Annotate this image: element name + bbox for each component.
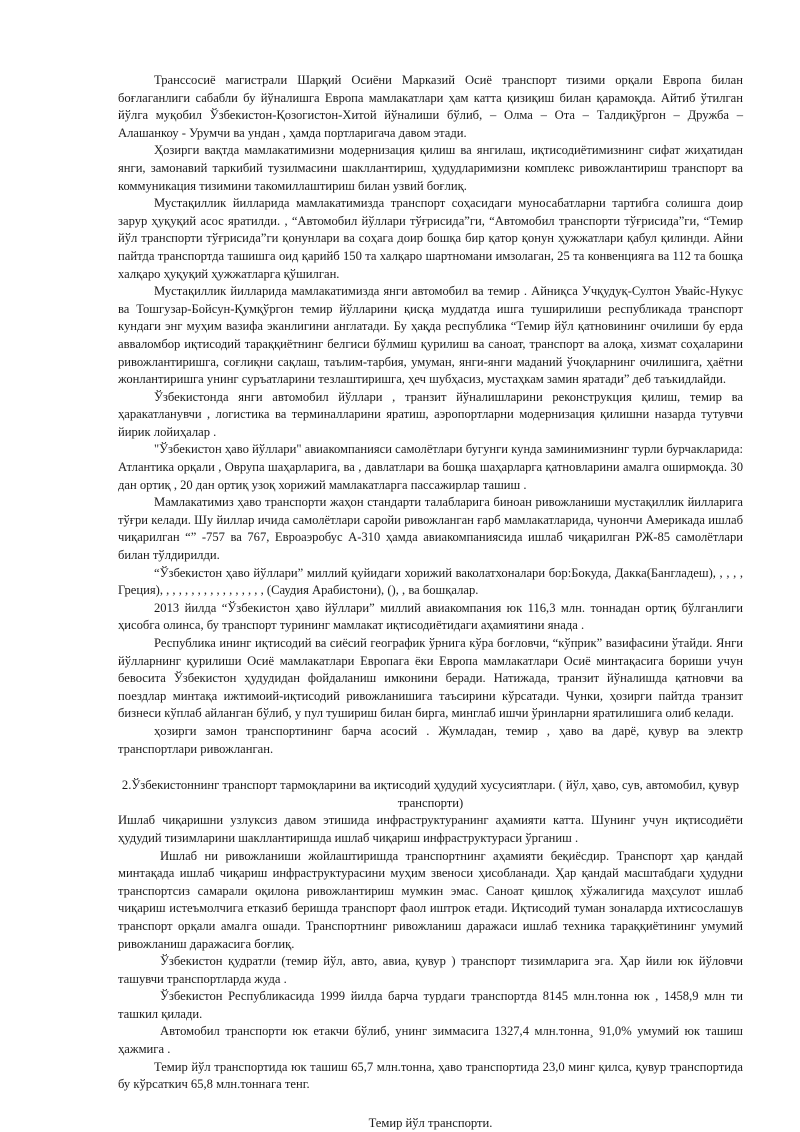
paragraph: Ишлаб чиқаришни узлуксиз давом этишида инфраструктуранинг аҳамияти катта. Шунинг учун иқтисодиёти ҳудудий тизимларини шакллантиришда ишлаб чиқариш инфраструктураси ўрганиш . <box>118 813 743 845</box>
paragraph: Мустақиллик йилларида мамлакатимизда янги автомобил ва темир . Айниқса Учқудуқ-Султон Увайс-Нукус ва Тошгузар-Бойсун-Қумқўргон темир йўлларини қисқа муддатда ишга туширилиши республикада транспорт кундаги энг муҳим вазифа эканлигини англатади. Бу ҳақда республика “Темир йўл қатновининг очилиши бу ерда авваломбор иқтисодий тараққиётнинг белгиси бўлмиш қурилиш ва саноат, транспорт ва алоқа, хизмат соҳаларини ривожлантиришга, соғлиқни сақлаш, таълим-тарбия, умуман, янги-янги маданий ўчоқларнинг очилишига, ҳаётни жонлантиришга унинг суръатларини тезлаштиришга, ҳеч шубҳасиз, мустаҳкам замин яратади” деб таъкидлайди. <box>118 284 743 387</box>
paragraph: Ҳозирги вақтда мамлакатимизни модернизация қилиш ва янгилаш, иқтисодиётимизнинг сифат жиҳатидан янги, замонавий таркибий тузилмасини шакллантириш, ҳудудларимизни комплекс ривожлантириш транспорт ва коммуникация тизимини такомиллаштириш билан узвий боғлиқ. <box>118 143 743 193</box>
paragraph: “Ўзбекистон ҳаво йўллари” миллий қуйидаги хорижий ваколатхоналари бор:Бокуда, Дакка(Бангладеш), , , , , Грeция), , , , , , , , , , , , , , , , , (Саудия Арабистони), (), , ва бошқалар. <box>118 565 743 598</box>
paragraph: 2013 йилда “Ўзбекистон ҳаво йўллари” миллий авиакомпания юк 116,3 млн. тоннадан ортиқ бўлганлиги ҳисобга олинса, бу транспорт турининг мамлакат иқтисодиётидаги аҳамиятини янада . <box>118 600 743 633</box>
paragraph: Ўзбекистон Республикасида 1999 йилда барча турдаги транспортда 8145 млн.тонна юк , 1458,9 млн ти ташкил қилади. <box>118 989 743 1021</box>
paragraph: "Ўзбекистон ҳаво йўллари" авиакомпанияси самолётлари бугунги кунда заминимизнинг турли бурчакларида: Атлантика орқали , Оврупа шаҳарларига, ва , давлатлари ва бошқа шаҳарларга қатновларини амалга оширмоқда. 30 дан ортиқ , 20 дан ортиқ узоқ хорижий мамлакатларга пассажирлар ташиш . <box>118 442 743 492</box>
document-page <box>118 72 743 1132</box>
paragraph: Мустақиллик йилларида мамлакатимизда транспорт соҳасидаги муносабатларни тартибга солишга доир зарур ҳуқуқий асос яратилди. , “Автомобил йўллари тўғрисида”ги, “Автомобил транспорти тўғрисида”ги, “Темир йўл транспорти тўғрисида”ги қонунлари ва соҳага доир бошқа бир қатор қонун ҳужжатлари қабул қилинди. Айни пайтда транспортда ташишга оид қарийб 150 та халқаро шартномани имзолаган, 25 та конвенцияга ва 112 та бошқа халқаро ҳуқуқий ҳужжатларга қўшилган. <box>118 196 743 281</box>
paragraph: Темир йўл транспортида юк ташиш 65,7 млн.тонна, ҳаво транспортида 23,0 минг қилса, қувур транспортида бу кўрсаткич 65,8 млн.тоннага тенг. <box>118 1059 743 1092</box>
paragraph: Ишлаб ни ривожланиши жойлаштиришда транспортнинг аҳамияти беқиёсдир. Транспорт ҳар қандай минтақада ишлаб чиқариш инфраструктурасини муҳим звеноси ҳисобланади. Ҳар қандай масштабдаги ҳудудни транспортсиз самарали оқилона ривожлантириш мумкин эмас. Саноат қишлоқ хўжалигида маҳсулот ишлаб чиқариш истеъмолчига етказиб беришда транспорт фаол иштрок етади. Иқтисодий туман зоналарда ихтисослашув транспорт орқали амалга ошади. Транспортнинг ривожланиш даражаси ишлаб техника тараққиётининг умумий ривожланиш даражасига боғлиқ. <box>118 848 743 951</box>
paragraph: Ўзбекистон қудратли (темир йўл, авто, авиа, қувур ) транспорт тизимларига эга. Ҳар йили юк йўловчи ташувчи транспортларда жуда . <box>118 954 743 986</box>
paragraph: Мамлакатимиз ҳаво транспорти жаҳон стандарти талабларига бинoан ривожланиши мустақиллик йилларига тўғри келади. Шу йиллар ичида самолётлари саройи ривожланган ғарб мамлакатларида, чунончи Америкада ишлаб чиқарилган “” -757 ва 767, Евроаэробус А-310 ҳамда авиакомпаниясида ишлаб чиқарилган РЖ-85 самолётлари билан тўлдирилди. <box>118 495 743 563</box>
paragraph: Республика ининг иқтисодий ва сиёсий географик ўрнига кўра боғловчи, “кўприк” вазифасини ўтайди. Янги йўлларнинг қурилиши Осиё мамлакатлари Европага ёки Европа мамлакатлари Осиё минтақасига бориши учун бевосита Ўзбекистон ҳудудидан фойдаланиш имконини беради. Натижада, транзит йўналишда қатновчи ва поездлар минтақа ижтимоий-иқтисодий ривожланишига таъсирини кўрсатади. Чунки, ҳозирги пайтда транзит бизнеси кўплаб айланган бўлиб, у пул тушириш билан бирга, минглаб ишчи ўринларни яратилишига олиб келади. <box>118 636 743 721</box>
paragraph: Транссосиё магистрали Шарқий Осиёни Марказий Осиё транспорт тизими орқали Европа билан боғлаганлиги сабабли бу йўналишга Европа мамлакатлари ҳам катта қизиқиш билан қарамоқда. Айтиб ўтилган йўлга муқобил Ўзбекистон-Қозогистон-Хитой йўналиши бўлиб, – Олма – Ота – Талдиқўргон – Дружба – Алашанкоу - Урумчи ва ундан , ҳамда портларигача давом этади. <box>118 73 743 140</box>
subsection-heading: Темир йўл транспорти. <box>368 1115 493 1130</box>
paragraph: Автомобил транспорти юк етакчи бўлиб, унинг зиммасига 1327,4 млн.тонна¸ 91,0% умумий юк ташиш ҳажмига . <box>118 1024 743 1057</box>
paragraph: ҳозирги замон транспортининг барча асосий . Жумладан, темир , ҳаво ва дарё, қувур ва электр транспортлари ривожланган. <box>118 723 743 756</box>
section-title: 2.Ўзбекистоннинг транспорт тармоқларини ва иқтисодий ҳудудий хусусиятлари. ( йўл, ҳаво, сув, автомобил, қувур транспорти) <box>121 778 740 810</box>
paragraph: Ўзбекистонда янги автомобил йўллари , транзит йўналишларини реконструкция қилиш, темир ва ҳаракатланувчи , логистика ва терминалларини яратиш, аэропортларни модернизация қилишни назарда тутувчи йирик лойиҳалар . <box>118 389 743 439</box>
